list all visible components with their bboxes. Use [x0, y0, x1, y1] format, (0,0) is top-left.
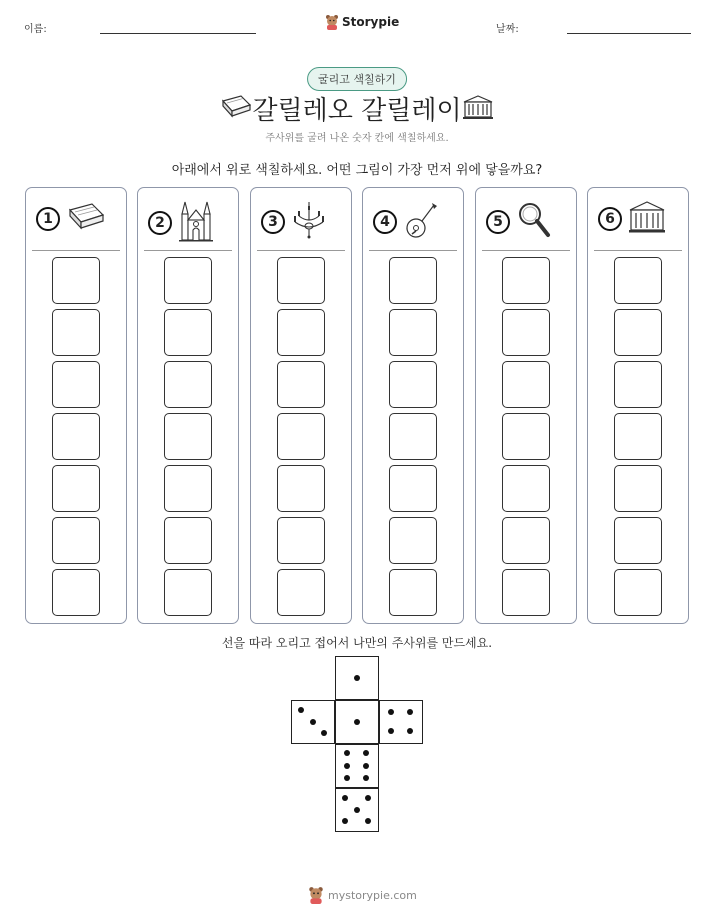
color-cell[interactable] — [614, 569, 662, 616]
color-cell[interactable] — [502, 569, 550, 616]
dice-pip — [363, 750, 369, 756]
column-number: 1 — [36, 207, 60, 231]
track-column-6 — [587, 187, 689, 624]
dice-pip — [344, 750, 350, 756]
color-cell[interactable] — [277, 465, 325, 512]
dice-pip — [354, 719, 360, 725]
color-cell[interactable] — [614, 257, 662, 304]
date-line[interactable] — [567, 33, 691, 34]
color-cell[interactable] — [389, 465, 437, 512]
column-divider — [257, 250, 345, 251]
color-cell[interactable] — [277, 309, 325, 356]
color-cell[interactable] — [614, 413, 662, 460]
column-divider — [32, 250, 120, 251]
color-cell[interactable] — [389, 309, 437, 356]
column-header — [598, 200, 666, 238]
color-cell[interactable] — [614, 517, 662, 564]
column-divider — [482, 250, 570, 251]
dice-pip — [388, 709, 394, 715]
track-column-3 — [250, 187, 352, 624]
color-cell[interactable] — [164, 257, 212, 304]
color-cell[interactable] — [164, 465, 212, 512]
color-cell[interactable] — [502, 309, 550, 356]
building-icon — [462, 94, 494, 120]
dice-pip — [344, 775, 350, 781]
dice-pip — [365, 795, 371, 801]
column-number: 6 — [598, 207, 622, 231]
color-cell[interactable] — [164, 309, 212, 356]
color-cell[interactable] — [164, 517, 212, 564]
storypie-logo — [325, 14, 399, 30]
color-cell[interactable] — [52, 309, 100, 356]
column-divider — [369, 250, 457, 251]
dice-pip — [354, 807, 360, 813]
brand-name: Storypie — [342, 15, 400, 29]
dice-pip — [365, 818, 371, 824]
building-icon — [628, 200, 666, 238]
date-label: 날짜: — [496, 24, 519, 35]
dice-pip — [407, 709, 413, 715]
column-number: 2 — [148, 211, 172, 235]
bear-icon — [325, 14, 339, 30]
color-cell[interactable] — [277, 517, 325, 564]
color-cell[interactable] — [502, 413, 550, 460]
footer — [308, 886, 417, 904]
color-cell[interactable] — [164, 413, 212, 460]
color-cell[interactable] — [164, 569, 212, 616]
dice-face — [379, 700, 423, 744]
dice-instruction: 선을 따라 오리고 접어서 나만의 주사위를 만드세요. — [221, 636, 493, 650]
color-cell[interactable] — [164, 361, 212, 408]
column-header — [261, 200, 327, 244]
color-cell[interactable] — [389, 413, 437, 460]
dice-pip — [354, 675, 360, 681]
page-title: 갈릴레오 갈릴레이 — [252, 96, 462, 126]
color-cell[interactable] — [389, 361, 437, 408]
track-column-2 — [137, 187, 239, 624]
column-divider — [144, 250, 232, 251]
dice-pip — [388, 728, 394, 734]
book-icon — [66, 200, 106, 238]
instruction-text: 아래에서 위로 색칠하세요. 어떤 그림이 가장 먼저 위에 닿을까요? — [171, 163, 543, 178]
dice-face — [335, 744, 379, 788]
dice-pip — [342, 795, 348, 801]
activity-badge: 굴리고 색칠하기 — [307, 67, 407, 91]
color-cell[interactable] — [614, 465, 662, 512]
track-column-4 — [362, 187, 464, 624]
color-cell[interactable] — [614, 361, 662, 408]
column-divider — [594, 250, 682, 251]
lute-icon — [403, 200, 439, 244]
dice-face — [291, 700, 335, 744]
column-number: 4 — [373, 210, 397, 234]
dice-pip — [363, 775, 369, 781]
dice-pip — [298, 707, 304, 713]
color-cell[interactable] — [389, 257, 437, 304]
footer-url[interactable]: mystorypie.com — [328, 888, 417, 902]
color-cell[interactable] — [52, 465, 100, 512]
dice-pip — [363, 763, 369, 769]
color-cell[interactable] — [52, 517, 100, 564]
color-cell[interactable] — [502, 465, 550, 512]
bear-icon — [308, 886, 324, 904]
column-header — [148, 200, 214, 246]
color-cell[interactable] — [502, 257, 550, 304]
column-header — [373, 200, 439, 244]
track-column-5 — [475, 187, 577, 624]
color-cell[interactable] — [389, 517, 437, 564]
color-cell[interactable] — [389, 569, 437, 616]
dice-pip — [310, 719, 316, 725]
dice-face — [335, 700, 379, 744]
magnifier-icon — [516, 200, 552, 244]
dice-pip — [344, 763, 350, 769]
dice-face — [335, 656, 379, 700]
column-number: 5 — [486, 210, 510, 234]
cathedral-icon — [178, 200, 214, 246]
dice-pip — [342, 818, 348, 824]
name-line[interactable] — [100, 33, 256, 34]
color-cell[interactable] — [52, 257, 100, 304]
column-number: 3 — [261, 210, 285, 234]
color-cell[interactable] — [277, 361, 325, 408]
subtitle: 주사위를 굴려 나온 숫자 칸에 색칠하세요. — [265, 133, 449, 144]
color-cell[interactable] — [52, 413, 100, 460]
dice-pip — [407, 728, 413, 734]
column-header — [486, 200, 552, 244]
dice-pip — [321, 730, 327, 736]
color-cell[interactable] — [502, 517, 550, 564]
name-label: 이름: — [24, 24, 47, 35]
color-cell[interactable] — [277, 413, 325, 460]
color-cell[interactable] — [277, 257, 325, 304]
color-cell[interactable] — [52, 361, 100, 408]
color-cell[interactable] — [614, 309, 662, 356]
track-column-1 — [25, 187, 127, 624]
dice-face — [335, 788, 379, 832]
color-cell[interactable] — [52, 569, 100, 616]
column-header — [36, 200, 106, 238]
chandelier-icon — [291, 200, 327, 244]
color-cell[interactable] — [502, 361, 550, 408]
color-cell[interactable] — [277, 569, 325, 616]
